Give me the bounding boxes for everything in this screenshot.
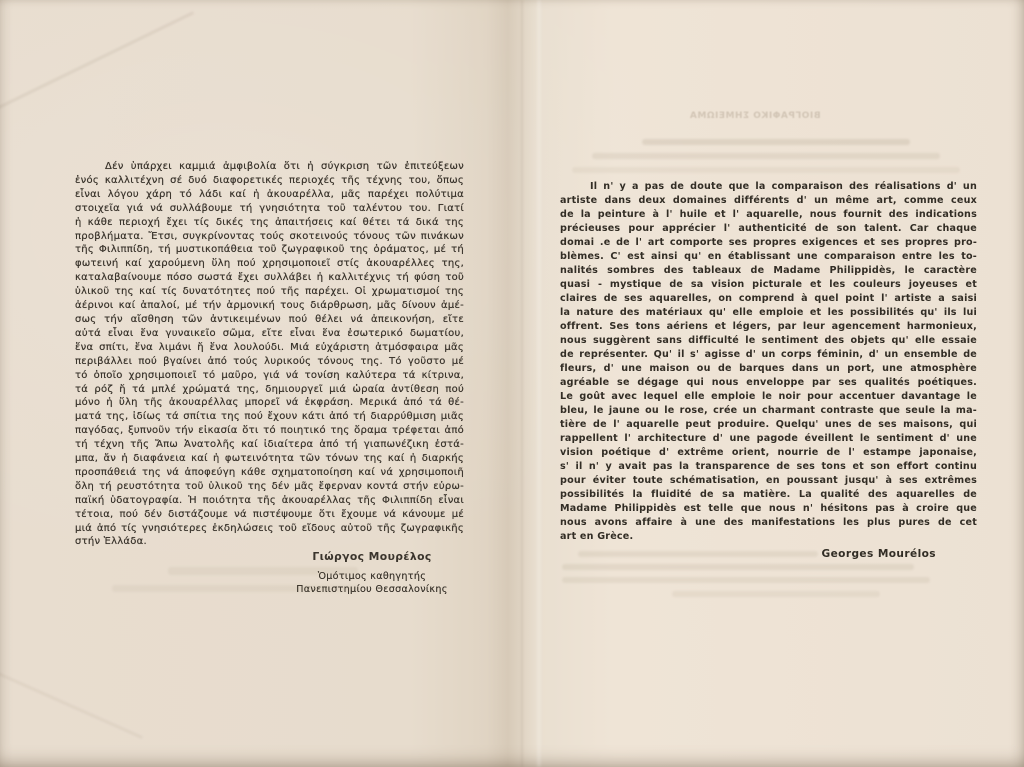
text-line: nous suggèrent sans difficulté le sentiment des objets qu' elle essaie	[560, 335, 977, 346]
text-line: bleu, le jaune ou le rose, crée un charmant contraste que seule la ma-	[560, 405, 977, 416]
text-line: ματά της, ἰδίως τά σπίτια της πού ἔχουν κάτι ἀπό τή διαρρύθμιση μιᾶς	[75, 411, 464, 423]
text-line: la nature des matériaux qu' elle emploie et les possibilités qu' ils lui	[560, 307, 977, 318]
text-line: rappellent l' architecture d' une pagode éveillent le sentiment d' une	[560, 433, 977, 444]
text-line: art en Grèce.	[560, 531, 634, 542]
french-signature-name: Georges Mourélos	[821, 548, 936, 560]
text-line: possibilités la fluidité de sa matière. La qualité des aquarelles de	[560, 489, 977, 500]
text-line: fleurs, d' une maison ou de barques dans un port, une atmosphère	[560, 363, 977, 374]
text-line: blèmes. C' est ainsi qu' en établissant une comparaison entre les to-	[560, 251, 977, 262]
text-line: προσπάθειά της νά ἀποφεύγη κάθε σχηματοποίηση καί νά χρησιμοποιῆ	[75, 466, 464, 478]
showthrough-heading: ΒΙΟΓΡΑΦΙΚΟ ΣΗΜΕΙΩΜΑ	[689, 111, 821, 121]
text-line: τό ὁποῖο χρησιμοποιεῖ τό μαῦρο, γιά νά τονίση καλύτερα τά κίτρινα,	[75, 369, 464, 381]
text-line: nalités sombres des tableaux de Madame Philippidès, le caractère	[560, 265, 977, 276]
text-line: τή τέχνη τῆς Ἄπω Ἀνατολῆς καί ἰδιαίτερα ἀπό τή γιαπωνέζικη ἐστά-	[75, 439, 464, 451]
showthrough-line	[572, 167, 960, 173]
text-line: Ὁμότιμος καθηγητής	[317, 571, 427, 582]
text-line: Δέν ὑπάρχει καμμιά ἀμφιβολία ὅτι ἡ σύγκριση τῶν ἐπιτεύξεων	[105, 161, 464, 172]
text-line: vision poétique d' extrême orient, nourrie de l' estampe japonaise,	[560, 447, 977, 458]
text-line: μόνο ἡ ὕλη τῆς ἀκουαρέλλας μπορεῖ νά ἐκφράση. Μερικά ἀπό τά θέ-	[75, 397, 464, 409]
text-line: τέτοια, πού δέν διστάζουμε νά πιστέψουμε ὅτι ἔχουμε νά κάνουμε μέ	[75, 508, 464, 520]
showthrough-line	[642, 139, 910, 145]
text-line: claires de ses aquarelles, on comprend à quel point l' artiste a saisi	[560, 293, 977, 304]
text-line: tière de l' aquarelle peut produire. Quelqu' unes de ses maisons, qui	[560, 419, 977, 430]
text-line: artiste dans deux domaines différents d' un même art, comme ceux	[560, 195, 977, 206]
text-line: domai .e de l' art comporte ses propres exigences et ses propres pro-	[560, 237, 977, 248]
text-line: de représenter. Qu' il s' agisse d' un corps féminin, d' un ensemble de	[560, 349, 977, 360]
french-body-text	[560, 180, 977, 544]
text-line: Madame Philippidès est telle que nous n' hésitons pas à croire que	[560, 503, 977, 514]
text-line: nous avons affaire à une des manifestations les plus pures de cet	[560, 517, 977, 528]
text-line: pour éviter toute schématisation, en poussant jusqu' à ses extrêmes	[560, 475, 977, 486]
text-line: précieuses pour apprécier l' authenticité de son talent. Car chaque	[560, 223, 977, 234]
showthrough-line	[672, 591, 880, 597]
text-line: αὐτά εἶναι ἕνα γυναικεῖο σῶμα, εἴτε εἶναι ἕνα ἐσωτερικό δωματίου,	[75, 327, 464, 339]
text-line: τῆς Φιλιππίδη, τή μυστικοπάθεια τοῦ ζωγραφικοῦ της ὁράματος, μέ τή	[75, 244, 464, 256]
showthrough-line	[592, 153, 940, 159]
text-line: Le goût avec lequel elle emploie le noir pour accentuer davantage le	[560, 391, 977, 402]
text-line: ἡ κάθε περιοχή ἔχει τίς δικές της ἀπαιτήσεις καί θέτει τά δικά της	[75, 216, 464, 228]
text-line: Πανεπιστημίου Θεσσαλονίκης	[296, 584, 448, 595]
text-line: μιά ἀπό τίς γνησιότερες ἐκδηλώσεις τοῦ εἴδους αὐτοῦ τῆς ζωγραφικῆς	[75, 522, 464, 534]
text-line: Il n' y a pas de doute que la comparaison des réalisations d' un	[590, 181, 977, 192]
text-line: ἀέρινοι καί ἁπαλοί, μέ τήν ἁρμονική τους διάρθρωση, μᾶς δίνουν ἀμέ-	[75, 300, 464, 312]
text-line: φωτεινή καί χαρούμενη ὕλη πού χρησιμοποιεῖ στίς ἀκουαρέλλες της,	[75, 258, 464, 270]
text-line: ἑνός καλλιτέχνη σέ δυό διαφορετικές περιοχές τῆς τέχνης του, ὅπως	[75, 174, 464, 186]
text-line: agréable se dégage qui nous enveloppe par ses qualités poétiques.	[560, 377, 977, 388]
text-line: καταλαβαίνουμε πόσο σωστά ἔχει συλλάβει ἡ καλλιτέχνις τή φύση τοῦ	[75, 272, 464, 284]
text-line: ἕνα σπίτι, ἕνα λιμάνι ἤ ἕνα λουλούδι. Μιά εὐχάριστη ἀτμόσφαιρα μᾶς	[75, 341, 464, 353]
text-line: παϊκή ὑδατογραφία. Ἡ ποιότητα τῆς ἀκουαρέλλας τῆς Φιλιππίδη εἶναι	[75, 494, 464, 506]
text-line: ὑλικοῦ της καί τίς δυνατότητες πού τῆς παρέχει. Οἱ χρωματισμοί της	[75, 286, 464, 298]
text-line: μπα, ἄν ἡ διαφάνεια καί ἡ φωτεινότητα τῶν τόνων της καί ἡ διαρκής	[75, 453, 464, 465]
text-line: εἶναι λόγου χάρη τό λάδι καί ἡ ἀκουαρέλλα, μᾶς παρέχει πολύτιμα	[75, 188, 464, 200]
showthrough-line	[562, 564, 914, 570]
text-line: παγόδας, ξυπνοῦν τήν εἰκασία ὅτι τό ποιητικό της ὅραμα τρέφεται ἀπό	[75, 425, 464, 437]
text-line: s' il n' y avait pas la transparence de ses tons et son effort continu	[560, 461, 977, 472]
text-line: στήν Ἑλλάδα.	[75, 536, 147, 548]
text-line: de la peinture à l' huile et l' aquarelle, nous fournit des indications	[560, 209, 977, 220]
text-line: σως τήν αἴσθηση τῶν ἀντικειμένων πού θέλει νά ἀπεικονήση, εἴτε	[75, 313, 464, 325]
text-line: offrent. Ses tons aériens et légers, par leur agencement harmonieux,	[560, 321, 977, 332]
greek-signature-name: Γιώργος Μουρέλος	[312, 550, 432, 563]
text-line: περιβάλλει πού βγαίνει ἀπό τούς λυρικούς τόνους της. Τό γοῦστο μέ	[75, 355, 464, 367]
text-line: ὅλη τή ρευστότητα τοῦ ὑλικοῦ της δέν μᾶς ἔφερναν κοντά στήν εὐρω-	[75, 480, 464, 492]
text-line: quasi - mystique de sa vision picturale et les couleurs joyeuses et	[560, 279, 977, 290]
text-line: στοιχεῖα γιά νά συλλάβουμε τή γνησιότητα τοῦ ταλέντου του. Γιατί	[75, 202, 464, 214]
text-line: προβλήματα. Ἔτσι, συγκρίνοντας τούς σκοτεινούς τόνους τῶν πινάκων	[75, 230, 464, 242]
showthrough-line	[562, 577, 930, 583]
text-line: τά ρόζ ἤ τά μπλέ χρώματά της, δημιουργεῖ μιά ὡραία ἀντίθεση πού	[75, 383, 464, 395]
